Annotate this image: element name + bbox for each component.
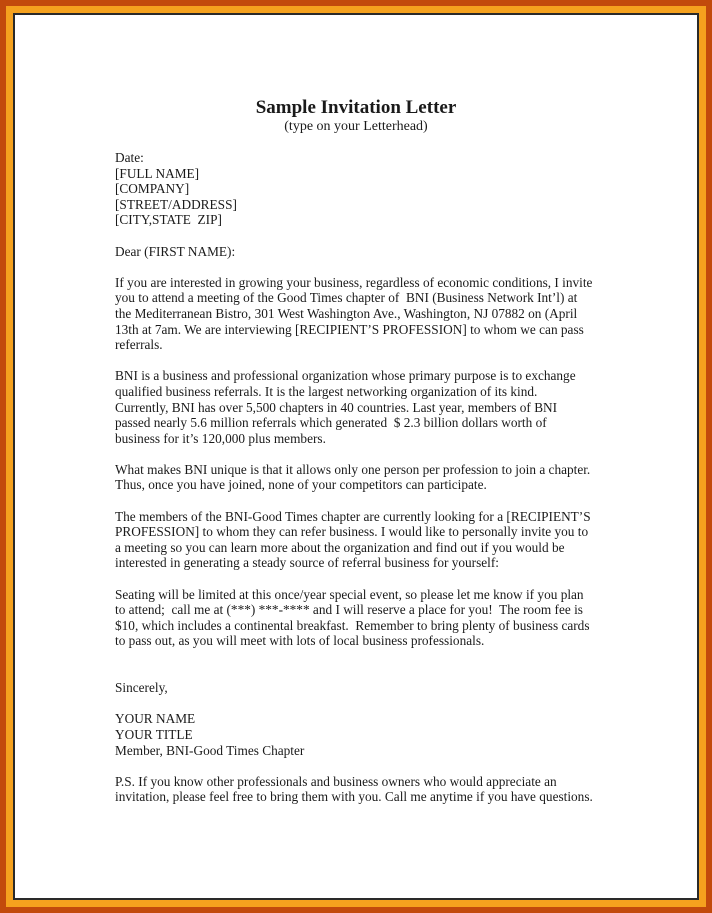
text-line: 13th at 7am. We are interviewing [RECIPIENT’S PROFESSION] to whom we can pass [115,321,584,337]
paragraph-2 [115,368,635,446]
text-line: to pass out, as you will meet with lots of local business professionals. [115,633,485,649]
text-line: qualified business referrals. It is the largest networking organization of its kind. [115,383,538,399]
frame-border [6,6,706,907]
paragraph-1 [115,275,635,353]
text-line: referrals. [115,337,163,353]
text-line: to attend; call me at (***) ***-**** and I will reserve a place for you! The room fee is [115,602,583,618]
paragraph-3 [115,462,635,493]
full-name-line: [FULL NAME] [115,165,200,181]
address-block [115,150,635,228]
paragraph-4 [115,509,635,571]
signature-block [115,711,635,758]
text-line: the Mediterranean Bistro, 301 West Washington Ave., Washington, NJ 07882 on (April [115,305,578,321]
text-line: Seating will be limited at this once/year special event, so please let me know if you plan [115,586,584,602]
text-line: Currently, BNI has over 5,500 chapters in 40 countries. Last year, members of BNI [115,399,558,415]
salutation: Dear (FIRST NAME): [115,243,236,259]
text-line: The members of the BNI-Good Times chapter are currently looking for a [RECIPIENT’S [115,508,591,524]
city-line: [CITY,STATE ZIP] [115,212,222,228]
date-line: Date: [115,150,144,165]
text-line: invitation, please feel free to bring them with you. Call me anytime if you have questions. [115,789,593,805]
closing: Sincerely, [115,680,168,696]
letter-page [15,15,697,898]
letter-title: Sample Invitation Letter [255,97,457,118]
letter-body [115,150,635,805]
text-line: BNI is a business and professional organization whose primary purpose is to exchange [115,368,576,384]
text-line: you to attend a meeting of the Good Times chapter of BNI (Business Network Int’l) at [115,290,578,306]
text-line: If you are interested in growing your business, regardless of economic conditions, I invite [115,274,593,290]
postscript [115,774,635,805]
text-line: Thus, once you have joined, none of your competitors can participate. [115,477,487,493]
text-line: business for it’s 120,000 plus members. [115,430,326,446]
text-line: What makes BNI unique is that it allows only one person per profession to join a chapter. [115,461,591,477]
text-line: P.S. If you know other professionals and business owners who would appreciate an [115,773,557,789]
text-line: interested in generating a steady source of referral business for yourself: [115,555,499,571]
text-line: a meeting so you can learn more about the organization and find out if you would be [115,539,565,555]
paragraph-5 [115,587,635,649]
signature-title: YOUR TITLE [115,726,193,742]
signature-name: YOUR NAME [115,711,196,727]
text-line: $10, which includes a continental breakfast. Remember to bring plenty of business cards [115,617,590,633]
street-line: [STREET/ADDRESS] [115,196,237,212]
text-line: passed nearly 5.6 million referrals which generated $ 2.3 billion dollars worth of [115,415,547,431]
letter-subtitle: (type on your Letterhead) [284,119,428,134]
company-line: [COMPANY] [115,181,190,197]
signature-member: Member, BNI-Good Times Chapter [115,742,305,758]
frame-inner-border [13,13,699,900]
text-line: PROFESSION] to whom they can refer business. I would like to personally invite you to [115,524,589,540]
